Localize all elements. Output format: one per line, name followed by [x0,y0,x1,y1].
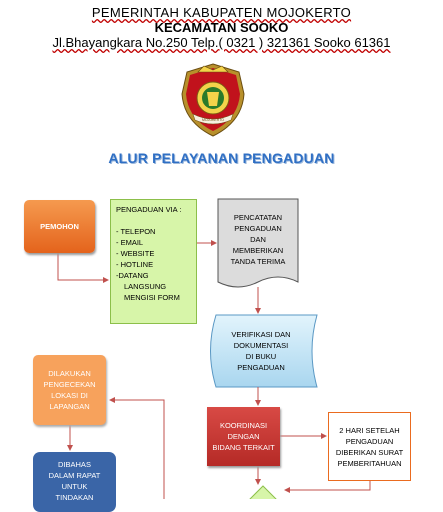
page-title: ALUR PELAYANAN PENGADUAN [108,150,335,166]
koordinasi-line: BIDANG TERKAIT [212,443,275,452]
node-verifikasi [205,315,317,387]
pencatatan-line: MEMBERIKAN [232,245,284,255]
arrow-koordinasi-to-dilakukan [110,400,164,499]
dibahas-line: UNTUK [61,482,88,491]
verifikasi-line: PENGADUAN [237,363,285,372]
pencatatan-line: TANDA TERIMA [230,256,286,266]
node-dua-hari [328,412,411,481]
emblem-logo-text: MOJOKERTO [201,118,225,122]
dilakukan-line: LOKASI DI [51,391,88,400]
node-pemohon: PEMOHON [24,200,95,253]
decision-diamond [243,486,283,499]
dilakukan-line: DILAKUKAN [48,369,91,378]
pengaduan-via-item: - EMAIL [116,238,144,247]
dua-hari-line: PENGADUAN [345,436,394,446]
pencatatan-line: DAN [250,234,266,244]
node-pengaduan-via [110,199,197,324]
arrow-duahari-to-decision [285,481,370,490]
header-line-district: KECAMATAN SOOKO [154,20,289,35]
pengaduan-via-item: - HOTLINE [116,260,154,269]
node-koordinasi [207,407,280,466]
verifikasi-line: DOKUMENTASI [233,341,289,350]
dua-hari-line: PEMBERITAHUAN [337,458,402,468]
dilakukan-line: PENGECEKAN [43,380,96,389]
pencatatan-line: PENCATATAN [233,212,283,222]
dibahas-line: DALAM RAPAT [48,471,101,480]
pengaduan-via-item: MENGISI FORM [124,293,180,302]
dibahas-line: TINDAKAN [55,493,94,502]
koordinasi-line: KOORDINASI DENGAN [219,421,268,441]
verifikasi-line: DI BUKU [245,352,277,361]
dilakukan-line: LAPANGAN [49,402,90,411]
dua-hari-line: DIBERIKAN SURAT [335,447,404,457]
pengaduan-via-title: PENGADUAN VIA : [116,205,182,214]
dua-hari-line: 2 HARI SETELAH [339,425,400,435]
node-dibahas [33,452,116,512]
dibahas-line: DIBAHAS [58,460,91,469]
verifikasi-line: VERIFIKASI DAN [231,330,291,339]
pengaduan-via-item: - TELEPON [116,227,156,236]
pengaduan-via-item: -DATANG [116,271,149,280]
pengaduan-via-item: - WEBSITE [116,249,155,258]
node-dilakukan-pengecekan [33,355,106,425]
header-line-government: PEMERINTAH KABUPATEN MOJOKERTO [91,5,352,20]
pencatatan-line: PENGADUAN [234,223,282,233]
header-line-address: Jl.Bhayangkara No.250 Telp.( 0321 ) 321361 Sooko 61361 [52,35,391,50]
pengaduan-via-item: LANGSUNG [124,282,167,291]
arrow-pemohon-to-pengaduan [58,253,108,280]
node-pencatatan [218,199,298,279]
